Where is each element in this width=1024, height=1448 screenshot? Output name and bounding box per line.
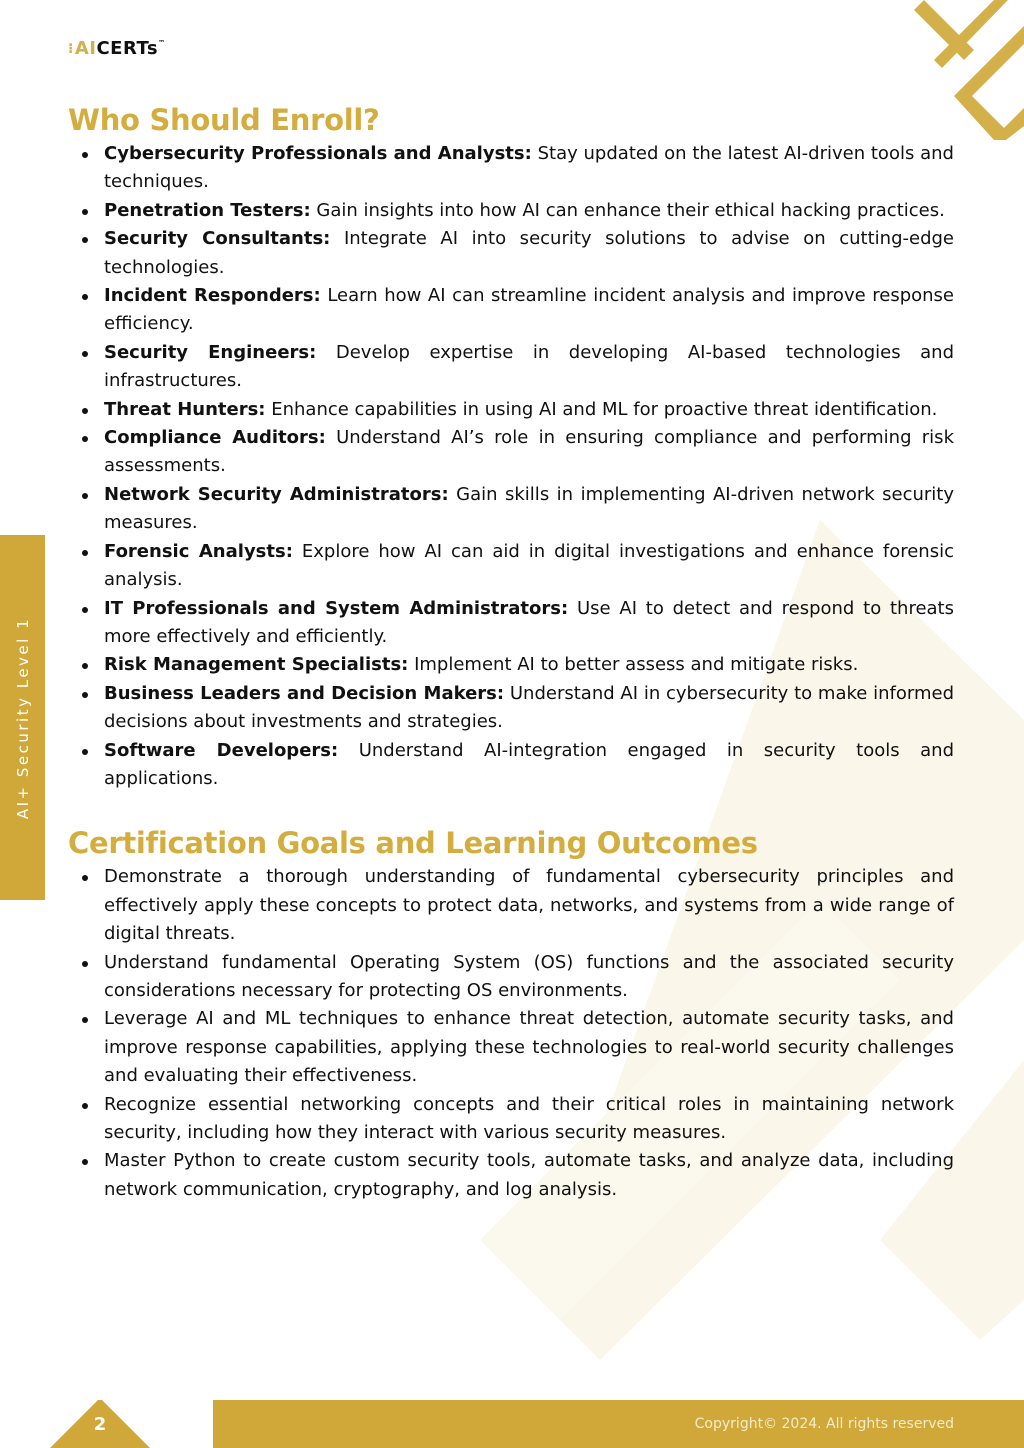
section-title-certification-goals: Certification Goals and Learning Outcomes [68,826,758,861]
list-item: Recognize essential networking concepts and their critical roles in maintaining network security, including how they interact with various security measures. [104,1091,954,1148]
list-item: Understand fundamental Operating System (OS) functions and the associated security considerations necessary for protecting OS environments. [104,949,954,1006]
page-number-container [50,1398,150,1448]
goals-list [68,863,954,1204]
list-item: Master Python to create custom security tools, automate tasks, and analyze data, including network communication, cryptography, and log analysis. [104,1147,954,1204]
enroll-list [68,140,954,793]
logo-tm: ™ [158,38,166,47]
list-item: IT Professionals and System Administrators: Use AI to detect and respond to threats more effectively and efficiently. [104,595,954,652]
list-item: Incident Responders: Learn how AI can streamline incident analysis and improve response efficiency. [104,282,954,339]
side-tab [0,535,45,900]
list-item: Forensic Analysts: Explore how AI can aid in digital investigations and enhance forensic analysis. [104,538,954,595]
list-item: Security Consultants: Integrate AI into security solutions to advise on cutting-edge technologies. [104,225,954,282]
copyright-text: Copyright© 2024. All rights reserved [694,1416,954,1432]
logo-certs-text: CERTs [96,38,159,59]
list-item: Demonstrate a thorough understanding of fundamental cybersecurity principles and effectively apply these concepts to protect data, networks, and systems from a wide range of digital threats. [104,863,954,948]
list-item: Leverage AI and ML techniques to enhance threat detection, automate security tasks, and improve response capabilities, applying these technologies to real-world security challenges and evaluating their effectiveness. [104,1005,954,1090]
page-number: 2 [93,1414,107,1435]
section-title-who-should-enroll: Who Should Enroll? [68,103,380,137]
list-item: Cybersecurity Professionals and Analysts: Stay updated on the latest AI-driven tools and techniques. [104,140,954,197]
list-item: Threat Hunters: Enhance capabilities in using AI and ML for proactive threat identification. [104,396,954,424]
logo-mark-icon: ⁝ [68,40,74,57]
logo-ai-text: AI [74,38,97,59]
side-tab-label: AI+ Security Level 1 [13,616,32,819]
list-item: Penetration Testers: Gain insights into how AI can enhance their ethical hacking practices. [104,197,954,225]
list-item: Software Developers: Understand AI-integration engaged in security tools and applications. [104,737,954,794]
list-item: Security Engineers: Develop expertise in developing AI-based technologies and infrastructures. [104,339,954,396]
aicerts-logo [68,38,166,59]
footer-bar [213,1400,1024,1448]
main-content [68,100,954,1204]
list-item: Business Leaders and Decision Makers: Understand AI in cybersecurity to make informed decisions about investments and strategies. [104,680,954,737]
list-item: Compliance Auditors: Understand AI’s role in ensuring compliance and performing risk assessments. [104,424,954,481]
list-item: Network Security Administrators: Gain skills in implementing AI-driven network security measures. [104,481,954,538]
list-item: Risk Management Specialists: Implement AI to better assess and mitigate risks. [104,651,954,679]
